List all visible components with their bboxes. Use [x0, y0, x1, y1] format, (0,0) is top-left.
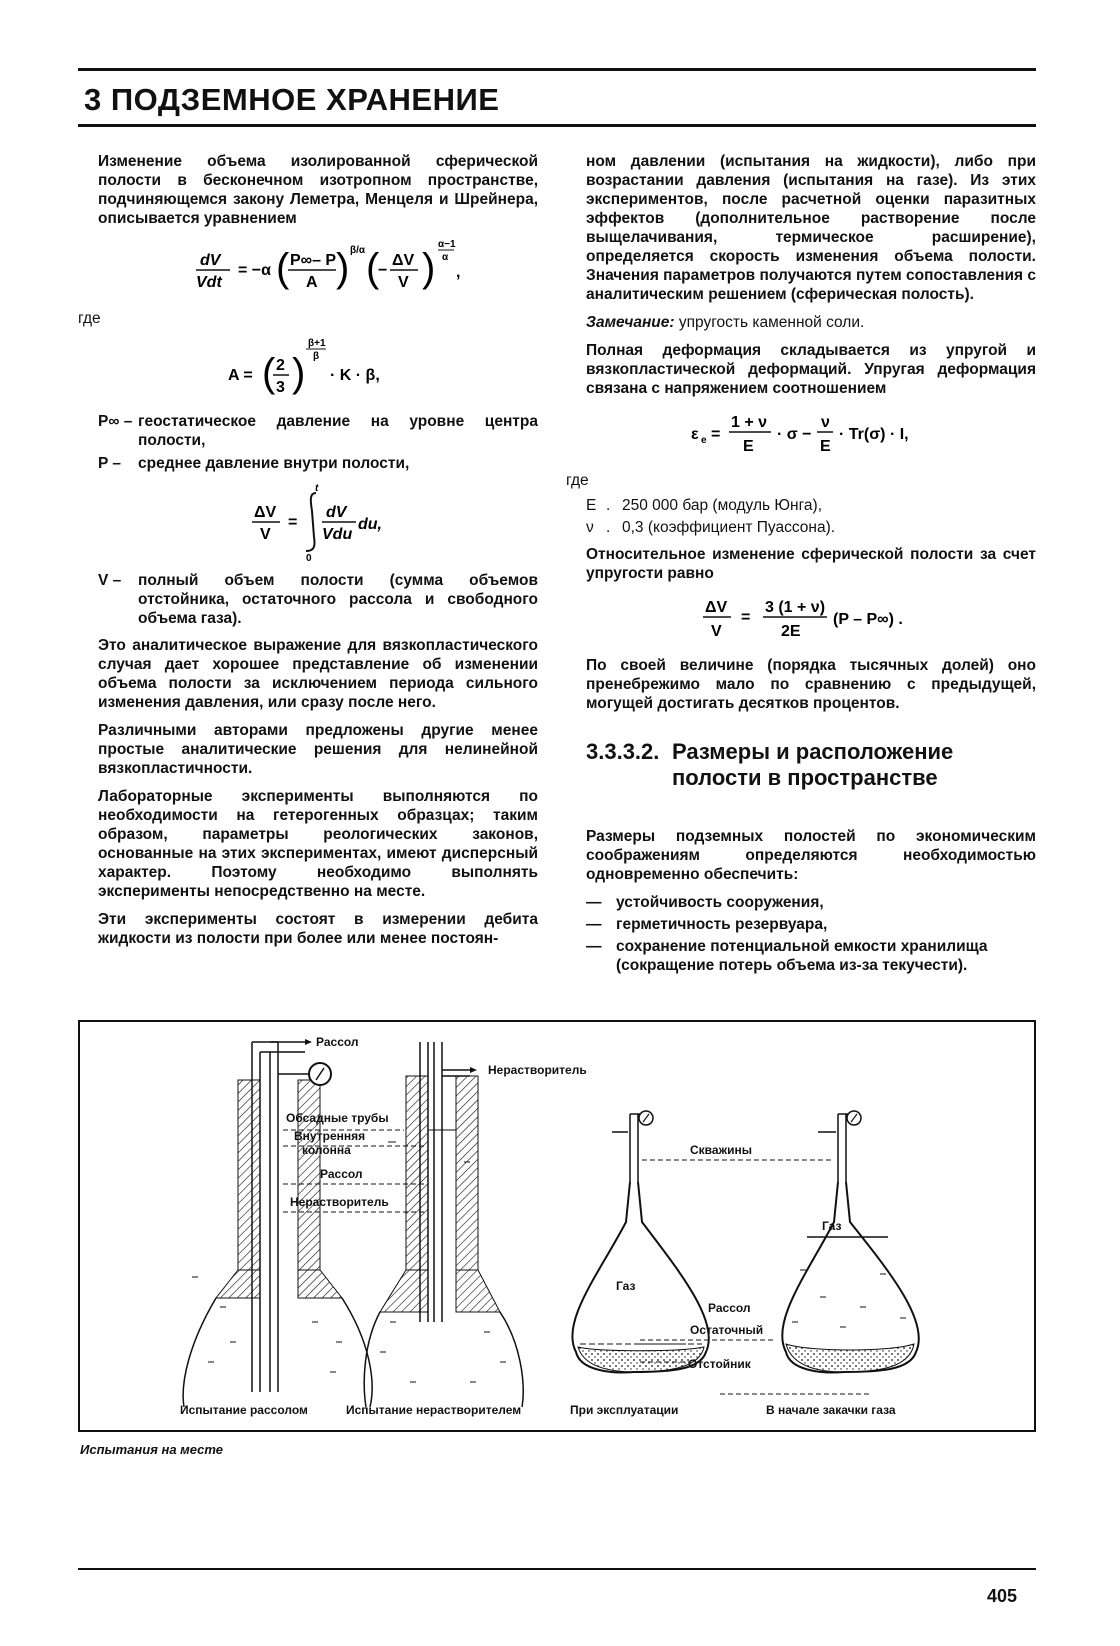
paragraph: По своей величине (порядка тысячных долей) оно пренебрежимо мало по сравнению с предыдущей, могущей достигать десятков процентов. [586, 657, 1036, 712]
label-wells: Скважины [690, 1143, 752, 1157]
list-item [586, 937, 1036, 975]
svg-text:(: ( [262, 351, 276, 395]
svg-text:ν: ν [821, 414, 830, 431]
cavity-in-operation [572, 1111, 709, 1372]
definition-symbol: P∞ – [98, 413, 133, 430]
svg-text:ΔV: ΔV [392, 252, 415, 269]
dash-marker: — [586, 894, 602, 911]
svg-text:α: α [442, 252, 449, 263]
paragraph: Размеры подземных полостей по экономическим соображениям определяются необходимостью одновременно обеспечить: [586, 828, 1036, 883]
parameter-symbol: E [586, 497, 597, 514]
svg-text:= −α: = −α [238, 262, 271, 279]
svg-text:=: = [741, 609, 751, 626]
note [586, 313, 1036, 332]
svg-text:=: = [711, 426, 721, 443]
svg-text:α−1: α−1 [438, 239, 456, 250]
svg-text:): ) [292, 351, 306, 395]
svg-text:du,: du, [358, 516, 382, 533]
parameter-value: 250 000 бар (модуль Юнга), [622, 497, 823, 514]
svg-text:Vdt: Vdt [196, 274, 222, 291]
paragraph: Относительное изменение сферической полости за счет упругости равно [586, 546, 1036, 582]
svg-text:dV: dV [326, 504, 347, 521]
list-item-text: устойчивость сооружения, [616, 894, 824, 911]
svg-text:ΔV: ΔV [705, 599, 728, 616]
list-item-text: герметичность резервуара, [616, 916, 828, 933]
formula-dv-vdt [98, 237, 538, 299]
label-gas-right: Газ [822, 1219, 842, 1233]
svg-text:E: E [743, 438, 754, 455]
parameter-value: 0,3 (коэффициент Пуассона). [622, 519, 836, 536]
svg-text:Vdu: Vdu [322, 526, 353, 543]
svg-text:e: e [701, 435, 707, 446]
definition-list [98, 571, 538, 628]
parameter-symbol: ν [586, 519, 594, 536]
svg-text:,: , [456, 264, 461, 281]
svg-text:β: β [313, 351, 320, 362]
caption-gas-injection: В начале закачки газа [766, 1403, 896, 1417]
cavity-gas-injection-start [782, 1111, 919, 1372]
definition-text: геостатическое давление на уровне центра полости, [138, 413, 538, 449]
paragraph: Это аналитическое выражение для вязкопластического случая дает хорошее представление об изменении объема полости за исключением периода сильного изменения давления, или сразу после него. [98, 637, 538, 711]
header-rule [78, 124, 1036, 127]
svg-text:(P – P∞) .: (P – P∞) . [833, 611, 903, 628]
paragraph: Различными авторами предложены другие менее простые аналитические решения для нелинейной вязкопластичности. [98, 722, 538, 777]
label-inner-2: колонна [302, 1143, 351, 1157]
note-text: упругость каменной соли. [674, 314, 865, 331]
svg-text:V: V [260, 526, 271, 543]
section-title-line-2: полости в пространстве [672, 765, 938, 790]
label-casing: Обсадные трубы [286, 1111, 389, 1125]
formula-elastic-strain [586, 407, 1036, 461]
list-item [586, 893, 1036, 912]
paragraph: Эти эксперименты состоят в измерении дебита жидкости из полости при более или менее постоян- [98, 911, 538, 947]
label-residual: Остаточный [690, 1323, 764, 1337]
svg-text:3: 3 [276, 379, 285, 396]
parameter-row [586, 496, 1036, 515]
paragraph: Изменение объема изолированной сферической полости в бесконечном изотропном пространстве, подчиняющемся закону Леметра, Менцеля и Шрейнера, описывается уравнением [98, 153, 538, 227]
in-situ-tests-diagram [80, 1022, 1034, 1430]
svg-text:P∞– P: P∞– P [290, 252, 337, 269]
where-label: где [566, 472, 589, 489]
svg-text:0: 0 [306, 553, 312, 561]
formula-integral [98, 481, 538, 561]
svg-text:(: ( [276, 246, 290, 290]
label-inner-1: Внутренняя [294, 1129, 366, 1143]
note-label: Замечание: [586, 314, 675, 331]
svg-text:2: 2 [276, 357, 285, 374]
nonsolvent-test-well [364, 1042, 523, 1407]
svg-text:· Tr(σ) · I,: · Tr(σ) · I, [839, 426, 909, 443]
svg-text:): ) [422, 246, 436, 290]
section-heading [586, 739, 1036, 791]
label-gas-left: Газ [616, 1279, 636, 1293]
svg-text:ΔV: ΔV [254, 504, 277, 521]
list-item [586, 915, 1036, 934]
paragraph: Полная деформация складывается из упругой и вязкопластической деформаций. Упругая деформация связана с напряжением соотношением [586, 342, 1036, 397]
svg-text:β+1: β+1 [308, 338, 326, 349]
formula-a [98, 336, 538, 402]
definition-item [98, 454, 538, 473]
parameter-dot: . [606, 519, 611, 536]
svg-text:dV: dV [200, 252, 221, 269]
caption-operation: При эксплуатации [570, 1403, 679, 1417]
svg-text:A =: A = [228, 367, 253, 384]
figure-caption: Испытания на месте [80, 1442, 224, 1457]
svg-text:· K · β,: · K · β, [330, 367, 380, 384]
definition-text: среднее давление внутри полости, [138, 455, 410, 472]
page-number: 405 [987, 1586, 1018, 1606]
list-item-text: сохранение потенциальной емкости хранилища (сокращение потерь объема из-за текучести). [616, 938, 988, 974]
svg-text:−: − [378, 262, 388, 279]
label-nonsolvent-mid: Нерастворитель [290, 1195, 389, 1209]
definition-symbol: V – [98, 572, 122, 589]
right-column [566, 152, 1036, 978]
svg-text:=: = [288, 514, 298, 531]
definition-item [98, 571, 538, 628]
paragraph: Лабораторные эксперименты выполняются по необходимости на гетерогенных образцах; таким образом, параметры реологических законов, основанные на этих экспериментах, имеют дисперсный характер. Поэтому необходимо выполнять эксперименты непосредственно на месте. [98, 788, 538, 900]
svg-text:t: t [315, 483, 319, 494]
label-brine-right: Рассол [708, 1301, 751, 1315]
section-title-line-1: Размеры и расположение [672, 739, 954, 764]
definition-text: полный объем полости (сумма объемов отстойника, остаточного рассола и свободного объема газа). [138, 572, 538, 627]
figure-frame [78, 1020, 1036, 1432]
dash-marker: — [586, 916, 602, 933]
svg-text:β/α: β/α [350, 245, 366, 256]
definition-symbol: P – [98, 455, 121, 472]
svg-text:A: A [306, 274, 318, 291]
svg-text:V: V [398, 274, 409, 291]
svg-text:V: V [711, 623, 722, 640]
caption-brine-test: Испытание рассолом [180, 1403, 308, 1417]
svg-text:ε: ε [691, 426, 699, 443]
brine-test-well [183, 1039, 372, 1407]
definition-list [98, 412, 538, 473]
label-brine-top: Рассол [316, 1035, 359, 1049]
svg-text:· σ −: · σ − [777, 426, 812, 443]
svg-text:1 + ν: 1 + ν [731, 414, 768, 431]
svg-text:): ) [336, 246, 350, 290]
paragraph: ном давлении (испытания на жидкости), либо при возрастании давления (испытания на газе). Из этих экспериментов, после расчетной оценки паразитных эффектов (дополнительное растворение после выщелачивания, термическое расширение), определяется скорость изменения объема полости. Значения параметров получаются путем сопоставления с аналитическим решением (сферическая полость). [586, 153, 1036, 303]
svg-text:2E: 2E [781, 623, 801, 640]
left-column [78, 152, 538, 957]
caption-nonsolvent-test: Испытание нерастворителем [346, 1403, 522, 1417]
footer-rule [78, 1568, 1036, 1570]
label-brine-mid: Рассол [320, 1167, 363, 1181]
svg-text:3 (1 + ν): 3 (1 + ν) [765, 599, 826, 616]
definition-item [98, 412, 538, 450]
label-nonsolvent-top: Нерастворитель [488, 1063, 587, 1077]
dash-marker: — [586, 938, 602, 955]
top-rule [78, 68, 1036, 71]
svg-text:(: ( [366, 246, 380, 290]
formula-relative-change [586, 592, 1036, 646]
svg-text:E: E [820, 438, 831, 455]
where-label: где [78, 310, 101, 327]
parameter-row [586, 518, 1036, 537]
parameter-dot: . [606, 497, 611, 514]
chapter-title: 3 ПОДЗЕМНОЕ ХРАНЕНИЕ [84, 82, 500, 117]
section-number: 3.3.3.2. [586, 739, 660, 764]
label-sump: Отстойник [688, 1357, 751, 1371]
